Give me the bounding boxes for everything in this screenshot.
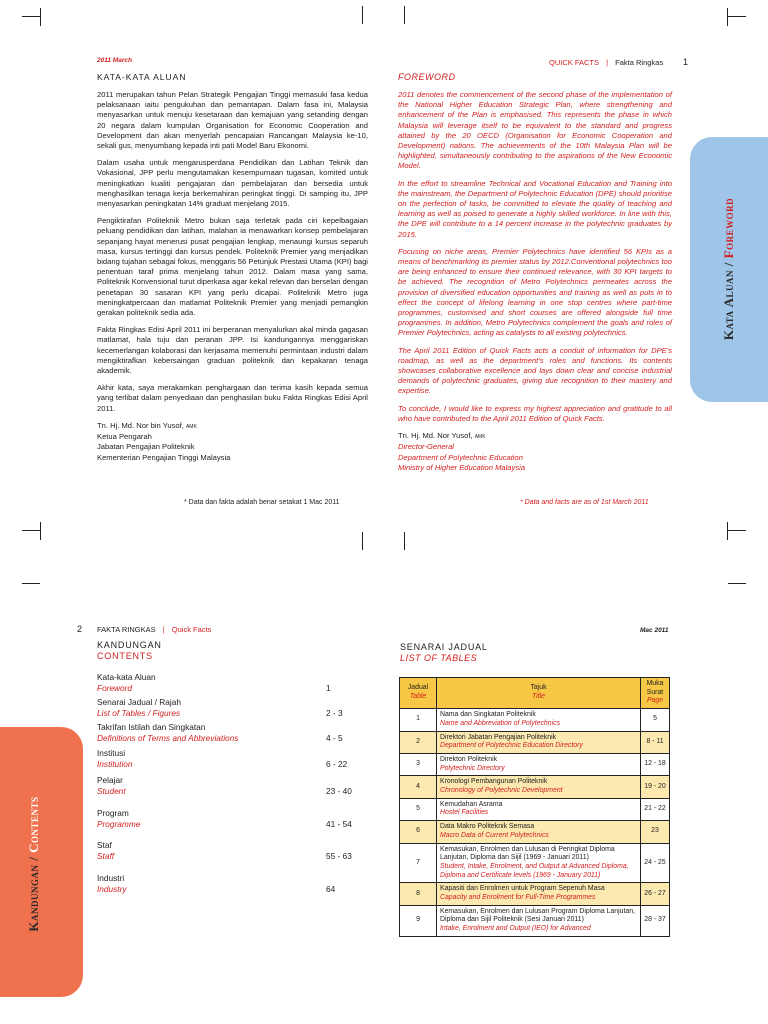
toc-page-number: 4 - 5 — [326, 733, 343, 743]
kata-aluan-title: KATA-KATA ALUAN — [97, 72, 187, 82]
table-number: 5 — [400, 798, 437, 820]
table-title-en: Department of Polytechnic Education Directory — [440, 742, 583, 750]
signature-block — [97, 421, 368, 463]
table-title-ms: Kemudahan Asrama — [440, 800, 503, 808]
signatory-title-en: Director-General — [398, 442, 454, 452]
header-table: Table — [409, 693, 427, 701]
data-note: * Data dan fakta adalah benar setakat 1 Mac 2011 — [184, 499, 340, 506]
table-number: 2 — [400, 731, 437, 753]
toc-entry-ms: Staf — [97, 840, 112, 850]
foreword-body — [398, 90, 672, 424]
crop-mark — [727, 8, 728, 26]
table-page: 24 - 25 — [641, 843, 670, 883]
table-row — [400, 798, 670, 820]
header-tajuk: Tajuk — [530, 684, 547, 692]
data-note-en: * Data and facts are as of 1st March 2011 — [520, 499, 649, 506]
table-title-ms: Nama dan Singkatan Politeknik — [440, 711, 536, 719]
table-page: 21 - 22 — [641, 798, 670, 820]
toc-entry-en: Industry — [97, 884, 127, 894]
paragraph: Focusing on niche areas, Premier Polytechnics have identified 56 KPIs as a means of benchmarking its premier status by 2012.Conventional polytechnics too are being enhanced to ensure their continued relevance, with 30 KPI targets to be achieved. The recognition of Metro Polytechnics permeates across the provision of diversified education opportunities and training as well as puts in to effect the concept of lifelong learning in one stop centres where part-time programmes, customised and short courses are offered alongside full time programmes. In addition, Metro Polytechnics complement the goals and roles of Premier Polytechnics, acting as catalysts to all existing polytechnics. — [398, 246, 672, 338]
toc-page-number: 1 — [326, 683, 331, 693]
table-number: 3 — [400, 753, 437, 775]
tables-title-en: LIST OF TABLES — [400, 653, 478, 663]
table-title-ms: Direktori Politeknik — [440, 755, 498, 763]
signatory-honorific: AMK — [185, 423, 197, 430]
table-page: 28 - 37 — [641, 905, 670, 936]
toc-entry — [97, 873, 357, 895]
table-title-cell — [437, 821, 641, 843]
table-title-cell — [437, 731, 641, 753]
tab-label-ms: Kandungan — [26, 864, 41, 932]
header-title — [437, 678, 641, 709]
crop-mark — [22, 583, 40, 584]
section-tab-label — [26, 796, 42, 931]
toc-entry — [97, 840, 357, 862]
signatory-title: Ketua Pengarah — [97, 432, 152, 442]
table-title-ms: Kronologi Pembangunan Politeknik — [440, 778, 548, 786]
toc-entry-en: Staff — [97, 851, 115, 861]
table-title-ms: Kemasukan, Enrolmen dan Lulusan Program Diploma Lanjutan, Diploma dan Sijil Politeknik (Sesi Januari 2011) — [440, 907, 635, 924]
crop-mark — [404, 532, 405, 550]
table-number: 7 — [400, 843, 437, 883]
toc-entry-ms: Kata-kata Aluan — [97, 672, 156, 682]
crop-mark — [40, 522, 41, 540]
toc-entry-en: Definitions of Terms and Abbreviations — [97, 733, 239, 743]
toc-entry-ms: Industri — [97, 873, 125, 883]
toc-entry — [97, 697, 357, 719]
kata-aluan-body — [97, 90, 368, 414]
tab-label-en: Contents — [26, 796, 41, 853]
foreword-column — [398, 72, 672, 473]
tab-label-en: Foreword — [721, 197, 736, 259]
table-row — [400, 776, 670, 798]
crop-mark — [728, 16, 746, 17]
table-title-ms: Data Makro Politeknik Semasa — [440, 823, 535, 831]
table-page: 26 - 27 — [641, 883, 670, 905]
header-muka-surat: Muka Surat — [646, 680, 664, 696]
table-title-en: Chronology of Polytechnic Development — [440, 787, 563, 795]
table-title-en: Polytechnic Directory — [440, 764, 505, 772]
toc-entry-ms: Program — [97, 808, 129, 818]
signatory-department: Jabatan Pengajian Politeknik — [97, 442, 195, 452]
table-title-cell — [437, 905, 641, 936]
toc-entry — [97, 748, 357, 770]
signatory-ministry: Kementerian Pengajian Tinggi Malaysia — [97, 452, 231, 462]
table-row — [400, 709, 670, 731]
table-row — [400, 731, 670, 753]
table-title-cell — [437, 843, 641, 883]
crop-mark — [362, 532, 363, 550]
header-fakta-ringkas: FAKTA RINGKAS — [97, 625, 156, 634]
signatory-honorific-en: AMK — [474, 434, 486, 441]
running-header — [549, 58, 663, 67]
header-jadual: Jadual — [407, 684, 429, 692]
tab-label-sep: / — [721, 258, 736, 270]
section-tab-label — [721, 198, 737, 340]
table-page: 23 — [641, 821, 670, 843]
tables-title: SENARAI JADUAL — [400, 642, 488, 652]
toc-entry-ms: Pelajar — [97, 775, 123, 785]
page-number: 1 — [683, 57, 689, 67]
table-row — [400, 753, 670, 775]
paragraph: 2011 denotes the commencement of the second phase of the implementation of the National Higher Education Strategic Plan, where strengthening and enhancement of the Plan is emphasised. This represents the phase in which Malaysia will leverage itself to be equivalent to the standard and progress attained by the 20 OECD (Organisation for Economic Cooperation and Development) nations. The achievements of the 10th Malaysia Plan will be highlighted, simultaneously contributing to the aspirations of the New Economic Model. — [398, 90, 672, 171]
table-title-en: Name and Abbreviation of Polytechnics — [440, 719, 561, 727]
table-row — [400, 905, 670, 936]
header-page — [641, 678, 670, 709]
contents-title: KANDUNGAN — [97, 640, 162, 650]
toc-entry-en: List of Tables / Figures — [97, 708, 181, 718]
table-title-cell — [437, 709, 641, 731]
crop-mark — [404, 6, 405, 24]
toc-entry — [97, 722, 357, 744]
toc-page-number: 64 — [326, 884, 336, 894]
header-separator: | — [606, 58, 609, 67]
crop-mark — [728, 530, 746, 531]
table-number: 1 — [400, 709, 437, 731]
table-row — [400, 883, 670, 905]
foreword-title: FOREWORD — [398, 72, 456, 82]
crop-mark — [22, 16, 40, 17]
table-title-en: Student, Intake, Enrolment, and Output at Advanced Diploma, Diploma and Certificate levels (1969 - January 2011) — [440, 862, 629, 879]
table-number: 6 — [400, 821, 437, 843]
paragraph: 2011 merupakan tahun Pelan Strategik Pengajian Tinggi memasuki fasa kedua pelaksanaan iaitu pengukuhan dan pemantapan. Dalam fasa ini, Malaysia menyasarkan untuk menuju kesetaraan dan kemajuan yang setanding dengan 20 negara dalam kumpulan Organisation for Economic Cooperation and Development dan akan menyerlah pencapaian Rancangan Malaysia ke-10, sekali gus, menyumbang kepada inti pati Model Baru Ekonomi. — [97, 90, 368, 151]
table-title-en: Capacity and Enrolment for Full-Time Programmes — [440, 894, 596, 902]
table-row — [400, 821, 670, 843]
table-page: 5 — [641, 709, 670, 731]
paragraph: The April 2011 Edition of Quick Facts acts a conduit of information for DPE's roadmap, as well as the department's roles and functions. Its contents showcases collaborative excellence and lays down clear and concise industrial demands of polytechnic graduates, giving due recognition to their mastery and expertise. — [398, 345, 672, 396]
toc-entry-en: Foreword — [97, 683, 133, 693]
header-page-en: Page — [646, 697, 664, 705]
toc-page-number: 6 - 22 — [326, 759, 348, 769]
paragraph: Dalam usaha untuk mengarusperdana Pendidikan dan Latihan Teknik dan Vokasional, JPP perlu mengutamakan kesempurnaan tugasan, komited untuk meningkatkan kualiti pengajaran dan pembelajaran dan bersedia untuk menghasilkan tenaga kerja berkemahiran peringkat tinggi. Di samping itu, JPP menyasarkan peningkatan 14% graduat menjelang 2015. — [97, 158, 368, 209]
toc-entry — [97, 808, 357, 830]
table-number: 4 — [400, 776, 437, 798]
toc-page-number: 2 - 3 — [326, 708, 343, 718]
table-title-en: Hostel Facilities — [440, 809, 489, 817]
table-title-cell — [437, 753, 641, 775]
table-title-ms: Kapasiti dan Enrolmen untuk Program Sepenuh Masa — [440, 885, 605, 893]
date-label: Mac 2011 — [640, 627, 669, 634]
list-of-tables — [399, 677, 670, 937]
toc-entry-en: Programme — [97, 819, 141, 829]
signature-block-en — [398, 431, 672, 473]
section-tab-contents — [0, 727, 83, 997]
section-tab-foreword — [690, 137, 768, 402]
date-label: 2011 March — [97, 57, 132, 64]
table-title-cell — [437, 798, 641, 820]
table-number: 9 — [400, 905, 437, 936]
paragraph: Pengiktirafan Politeknik Metro bukan saja terletak pada ciri kepelbagaian peluang pendidikan dan latihan, malahan ia menawarkan konsep pembelajaran sepanjang hayat menerusi pusat pengajian lengkap, menaungi kursus separuh masa, kursus tertinggi dan kursus pendek. Politeknik Premier yang menjadikan bidang tujahan sebagai fokus, menggaris 56 Petunjuk Prestasi Utama (KPI) bagi penentuan taraf prima menjelang tahun 2012. Dalam masa yang sama, Politeknik Konvensional turut diperkasa agar kekal relevan dan berselari dengan penetapan 30 sasaran KPI yang perlu dicapai. Politeknik Metro juga meningkatpercaan dan matlamat Politeknik Premier yang menjadi pemangkin gerakan politeknik sedia ada. — [97, 216, 368, 318]
header-quick-facts: Quick Facts — [171, 625, 212, 634]
signatory-department-en: Department of Polytechnic Education — [398, 452, 523, 462]
toc-entry-ms: Senarai Jadual / Rajah — [97, 697, 181, 707]
page-number: 2 — [77, 624, 83, 634]
table-title-en: Macro Data of Current Polytechnics — [440, 831, 549, 839]
toc-entry-en: Student — [97, 786, 126, 796]
signatory-name: Tn. Hj. Md. Nor bin Yusof, — [97, 420, 184, 430]
paragraph: To conclude, I would like to express my highest appreciation and gratitude to all who have contributed to the April 2011 Edition of Quick Facts. — [398, 403, 672, 423]
toc-entry-en: Institution — [97, 759, 133, 769]
header-title-en: Title — [532, 693, 545, 701]
header-quick-facts: QUICK FACTS — [549, 58, 600, 67]
crop-mark — [40, 8, 41, 26]
running-header — [97, 625, 211, 634]
tab-label-ms: Kata Aluan — [721, 269, 736, 341]
toc-page-number: 23 - 40 — [326, 786, 352, 796]
table-title-cell — [437, 776, 641, 798]
toc-page-number: 41 - 54 — [326, 819, 352, 829]
kata-aluan-column — [97, 72, 368, 463]
signatory-ministry-en: Ministry of Higher Education Malaysia — [398, 462, 526, 472]
contents-title-en: CONTENTS — [97, 651, 153, 661]
table-page: 12 - 18 — [641, 753, 670, 775]
paragraph: Akhir kata, saya merakamkan penghargaan dan terima kasih kepada semua yang terlibat dalam penyediaan dan penghasilan buku Fakta Ringkas Edisi April 2011. — [97, 383, 368, 413]
table-title-ms: Kemasukan, Enrolmen dan Lulusan di Peringkat Diploma Lanjutan, Diploma dan Sijil (1969 - Januari 2011) — [440, 845, 615, 862]
crop-mark — [22, 530, 40, 531]
crop-mark — [728, 583, 746, 584]
toc-entry-ms: Institusi — [97, 748, 126, 758]
tab-label-sep: / — [26, 852, 41, 865]
toc-entry — [97, 672, 357, 694]
paragraph: Fakta Ringkas Edisi April 2011 ini berperanan menyalurkan akal minda gagasan matlamat, hala tuju dan peranan JPP. Isi kandungannya menggariskan kecemerlangan kolaborasi dan kerjasama memenuhi permintaan industri dalam mengiktirafkan kebersaingan graduan politeknik dan kepakaran tenaga akademik. — [97, 325, 368, 376]
table-title-ms: Direktori Jabatan Pengajian Politeknik — [440, 733, 557, 741]
table-number: 8 — [400, 883, 437, 905]
header-fakta-ringkas: Fakta Ringkas — [615, 58, 664, 67]
table-page: 19 - 20 — [641, 776, 670, 798]
toc-entry-ms: Takrifan Istilah dan Singkatan — [97, 722, 206, 732]
table-page: 8 - 11 — [641, 731, 670, 753]
crop-mark — [362, 6, 363, 24]
header-table-no — [400, 678, 437, 709]
toc-entry — [97, 775, 357, 797]
crop-mark — [727, 522, 728, 540]
table-row — [400, 843, 670, 883]
table-title-cell — [437, 883, 641, 905]
table-title-en: Intake, Enrolment and Output (IEO) for Advanced — [440, 925, 591, 933]
header-separator: | — [162, 625, 165, 634]
signatory-name-en: Tn. Hj. Md. Nor Yusof, — [398, 431, 473, 441]
toc-page-number: 55 - 63 — [326, 851, 352, 861]
paragraph: In the effort to streamline Technical and Vocational Education and Training into the mainstream, the Department of Polytechnic Education (DPE) should prioritise on the perfection of tasks, be committed to elevate the quality of teaching and learning as well as poised to generate a highly skilled workforce. In line with this, the DPE will contribute to a 14 percent increase in the polytechnic graduates by 2015. — [398, 178, 672, 239]
